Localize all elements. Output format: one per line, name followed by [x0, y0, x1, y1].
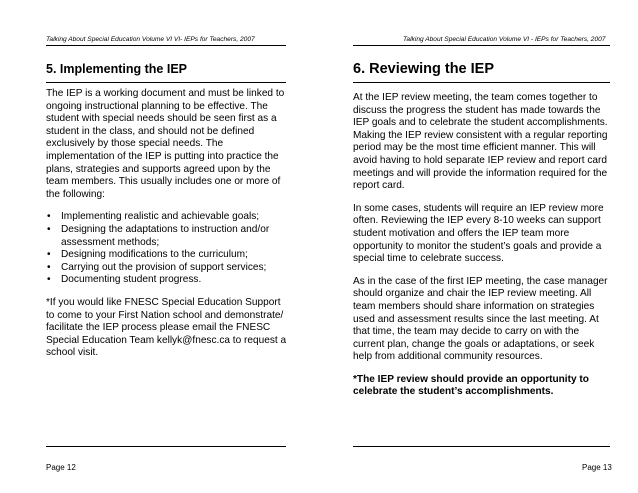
list-item: • Carrying out the provision of support services; — [46, 262, 288, 275]
list-item: • Designing modifications to the curriculum; — [46, 249, 288, 262]
page-number: Page 12 — [46, 463, 76, 472]
list-item: • Implementing realistic and achievable goals; — [46, 211, 288, 224]
heading-rule — [46, 82, 286, 83]
implementation-list — [46, 211, 288, 287]
list-item: • Documenting student progress. — [46, 274, 288, 287]
running-header: Talking About Special Education Volume VI VI- IEPs for Teachers, 2007 — [46, 36, 255, 43]
section-body — [46, 88, 288, 370]
footer-rule — [353, 446, 610, 447]
review-note: *The IEP review should provide an opportunity to celebrate the student’s accomplishments. — [353, 373, 589, 398]
section-heading: 6. Reviewing the IEP — [353, 61, 495, 77]
header-rule — [353, 45, 610, 46]
heading-rule — [353, 82, 610, 83]
support-note: *If you would like FNESC Special Education Support to come to your First Nation school and demonstrate/ facilitate the IEP process please email the FNESC Special Education Team kellyk@fnesc.ca to request a school visit. — [46, 296, 287, 359]
right-page — [319, 0, 638, 493]
running-header: Talking About Special Education Volume VI - IEPs for Teachers, 2007 — [403, 36, 606, 43]
section-heading: 5. Implementing the IEP — [46, 62, 187, 76]
section-body — [353, 92, 613, 409]
body-paragraph: In some cases, students will require an IEP review more often. Reviewing the IEP every 8-10 weeks can support student motivation and offers the IEP team more opportunity to monitor the student’s goals and provide a special time to celebrate success. — [353, 202, 604, 265]
page-number: Page 13 — [582, 463, 612, 472]
body-paragraph: At the IEP review meeting, the team comes together to discuss the progress the student has made towards the IEP goals and to celebrate the student accomplishments. Making the IEP review consistent with a regular reporting period may be the most time efficient manner. This will avoid having to hold separate IEP review and report card meetings and will provide the information required for the report card. — [353, 92, 608, 192]
list-item: • Designing the adaptations to instruction and/or assessment methods; — [46, 224, 288, 249]
intro-paragraph: The IEP is a working document and must be linked to ongoing instructional planning to be effective. The student with special needs should be seen first as a student in the class, and should not be defined exclusively by those special needs. The implementation of the IEP is putting into practice the plans, strategies and supports agreed upon by the team members. This usually includes one or more of the following: — [46, 88, 285, 200]
footer-rule — [46, 446, 286, 447]
header-rule — [46, 45, 286, 46]
body-paragraph: As in the case of the first IEP meeting, the case manager should organize and chair the IEP review meeting. All team members should share information on strategies used and assessment results since the last meeting. At that time, the team may decide to carry on with the current plan, change the goals or adaptations, or seek help from additional community resources. — [353, 275, 608, 363]
